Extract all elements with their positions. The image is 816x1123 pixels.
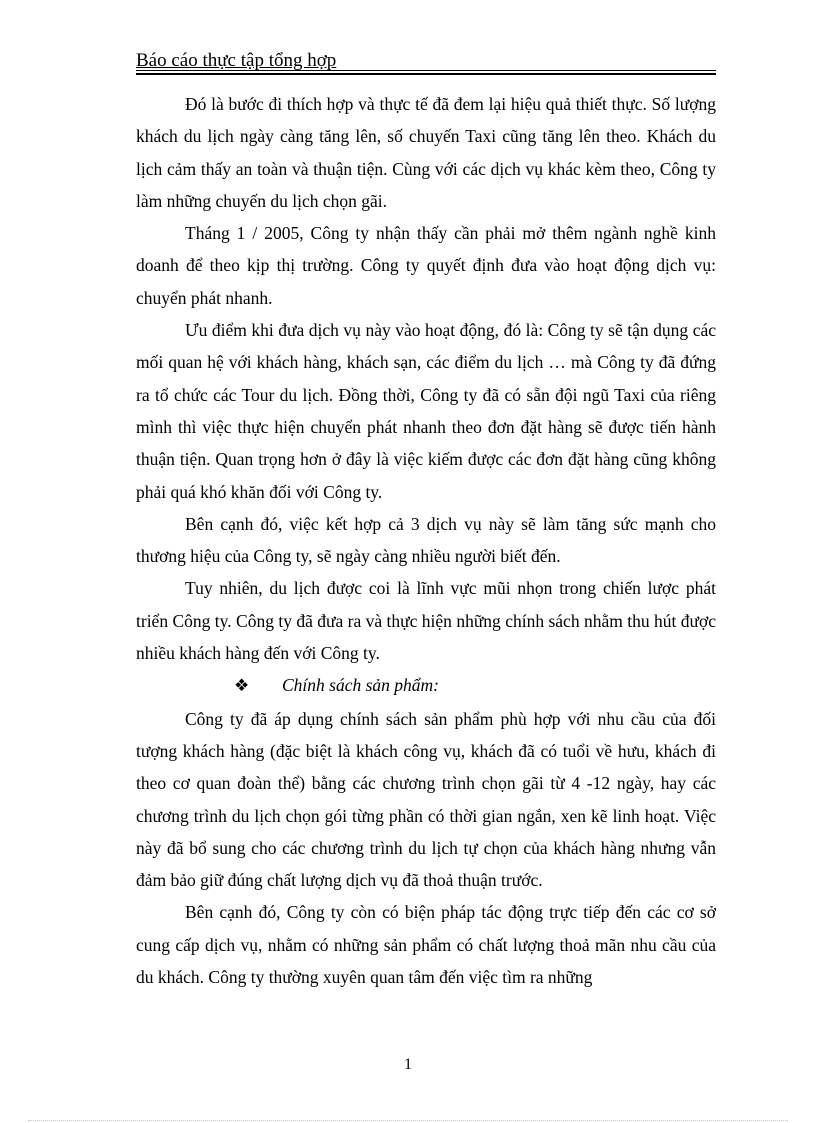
section-bullet [136,669,716,702]
header-rule-thin [136,70,716,71]
paragraph: Công ty đã áp dụng chính sách sản phẩm phù hợp với nhu cầu của đối tượng khách hàng (đặc biệt là khách công vụ, khách đã có tuổi về hưu, khách đi theo cơ quan đoàn thể) bằng các chương trình chọn gãi từ 4 -12 ngày, hay các chương trình du lịch chọn gói từng phần có thời gian ngắn, xen kẽ linh hoạt. Việc này đã bổ sung cho các chương trình du lịch tự chọn của khách hàng nhưng vẫn đảm bảo giữ đúng chất lượng dịch vụ đã thoả thuận trước. [136,708,716,891]
header-rule-thick [136,73,716,75]
paragraph: Ưu điểm khi đưa dịch vụ này vào hoạt động, đó là: Công ty sẽ tận dụng các mối quan hệ với khách hàng, khách sạn, các điểm du lịch … mà Công ty đã đứng ra tổ chức các Tour du lịch. Đồng thời, Công ty đã có sẵn đội ngũ Taxi của riêng mình thì việc thực hiện chuyển phát nhanh theo đơn đặt hàng sẽ được tiến hành thuận tiện. Quan trọng hơn ở đây là việc kiếm được các đơn đặt hàng cũng không phải quá khó khăn đối với Công ty. [136,320,716,502]
document-body [136,88,716,993]
page-bottom-border [28,1120,788,1121]
page-header [136,50,716,76]
paragraph: Bên cạnh đó, Công ty còn có biện pháp tác động trực tiếp đến các cơ sở cung cấp dịch vụ, nhằm có những sản phẩm có chất lượng thoả mãn nhu cầu của du khách. Công ty thường xuyên quan tâm đến việc tìm ra những [136,902,716,988]
section-heading: Chính sách sản phẩm: [282,675,440,696]
page-number: 1 [404,1056,412,1073]
paragraph: Bên cạnh đó, việc kết hợp cả 3 dịch vụ này sẽ làm tăng sức mạnh cho thương hiệu của Công ty, sẽ ngày càng nhiều người biết đến. [136,513,716,567]
diamond-bullet-icon: ❖ [234,676,250,696]
paragraph: Tháng 1 / 2005, Công ty nhận thấy cần phải mở thêm ngành nghề kinh doanh để theo kịp thị trường. Công ty quyết định đưa vào hoạt động dịch vụ: chuyển phát nhanh. [136,223,716,308]
header-title: Báo cáo thực tập tổng hợp [136,50,337,71]
paragraph: Đó là bước đi thích hợp và thực tế đã đem lại hiệu quả thiết thực. Số lượng khách du lịch ngày càng tăng lên, số chuyến Taxi cũng tăng lên theo. Khách du lịch cảm thấy an toàn và thuận tiện. Cùng với các dịch vụ khác kèm theo, Công ty làm những chuyến du lịch chọn gãi. [136,94,716,211]
paragraph: Tuy nhiên, du lịch được coi là lĩnh vực mũi nhọn trong chiến lược phát triển Công ty. Công ty đã đưa ra và thực hiện những chính sách nhằm thu hút được nhiều khách hàng đến với Công ty. [136,578,716,664]
